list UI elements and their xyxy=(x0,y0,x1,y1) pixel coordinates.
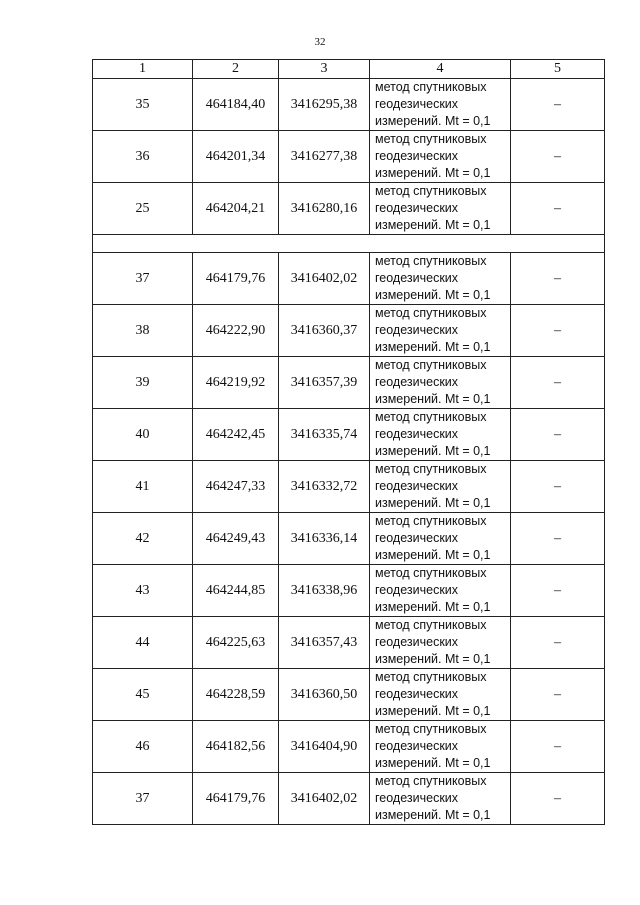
y-coordinate-cell: 3416277,38 xyxy=(279,131,370,183)
point-number-cell: 38 xyxy=(93,305,193,357)
header-col-1: 1 xyxy=(93,60,193,79)
method-text-line: геодезических xyxy=(375,531,459,545)
table-row xyxy=(93,721,605,773)
column-5-cell: – xyxy=(511,773,605,825)
y-coordinate-cell: 3416360,50 xyxy=(279,669,370,721)
method-text-line: метод спутниковых xyxy=(375,774,487,788)
table-row xyxy=(93,357,605,409)
method-text-line: геодезических xyxy=(375,635,459,649)
method-cell xyxy=(370,565,511,617)
method-text-line: метод спутниковых xyxy=(375,670,487,684)
x-coordinate-cell: 464244,85 xyxy=(193,565,279,617)
x-coordinate-cell: 464247,33 xyxy=(193,461,279,513)
x-coordinate-cell: 464184,40 xyxy=(193,79,279,131)
method-text-line: геодезических xyxy=(375,271,459,285)
method-text-line: измерений. Mt = 0,1 xyxy=(375,288,491,302)
method-cell xyxy=(370,513,511,565)
x-coordinate-cell: 464201,34 xyxy=(193,131,279,183)
method-text-line: метод спутниковых xyxy=(375,132,487,146)
point-number-cell: 37 xyxy=(93,253,193,305)
point-number-cell: 41 xyxy=(93,461,193,513)
method-cell xyxy=(370,79,511,131)
method-text-line: измерений. Mt = 0,1 xyxy=(375,652,491,666)
table-row xyxy=(93,253,605,305)
y-coordinate-cell: 3416402,02 xyxy=(279,773,370,825)
table-row xyxy=(93,79,605,131)
method-cell xyxy=(370,773,511,825)
y-coordinate-cell: 3416295,38 xyxy=(279,79,370,131)
method-text-line: измерений. Mt = 0,1 xyxy=(375,548,491,562)
point-number-cell: 42 xyxy=(93,513,193,565)
x-coordinate-cell: 464228,59 xyxy=(193,669,279,721)
point-number-cell: 44 xyxy=(93,617,193,669)
y-coordinate-cell: 3416402,02 xyxy=(279,253,370,305)
method-text-line: измерений. Mt = 0,1 xyxy=(375,218,491,232)
y-coordinate-cell: 3416360,37 xyxy=(279,305,370,357)
column-5-cell: – xyxy=(511,617,605,669)
method-cell xyxy=(370,305,511,357)
method-text-line: измерений. Mt = 0,1 xyxy=(375,704,491,718)
x-coordinate-cell: 464242,45 xyxy=(193,409,279,461)
method-cell xyxy=(370,409,511,461)
method-text-line: геодезических xyxy=(375,375,459,389)
method-text-line: измерений. Mt = 0,1 xyxy=(375,166,491,180)
table-row xyxy=(93,565,605,617)
column-5-cell: – xyxy=(511,461,605,513)
table-row xyxy=(93,669,605,721)
table-header xyxy=(93,60,605,79)
method-text-line: измерений. Mt = 0,1 xyxy=(375,114,491,128)
column-5-cell: – xyxy=(511,79,605,131)
method-text-line: метод спутниковых xyxy=(375,410,487,424)
method-text-line: геодезических xyxy=(375,149,459,163)
table-body xyxy=(93,79,605,825)
table-row xyxy=(93,513,605,565)
column-5-cell: – xyxy=(511,565,605,617)
method-text-line: измерений. Mt = 0,1 xyxy=(375,756,491,770)
point-number-cell: 43 xyxy=(93,565,193,617)
separator-cell xyxy=(93,235,605,253)
method-text-line: метод спутниковых xyxy=(375,566,487,580)
y-coordinate-cell: 3416280,16 xyxy=(279,183,370,235)
column-5-cell: – xyxy=(511,253,605,305)
method-cell xyxy=(370,617,511,669)
method-text-line: метод спутниковых xyxy=(375,306,487,320)
y-coordinate-cell: 3416357,39 xyxy=(279,357,370,409)
column-5-cell: – xyxy=(511,669,605,721)
point-number-cell: 35 xyxy=(93,79,193,131)
method-text-line: геодезических xyxy=(375,97,459,111)
header-col-4: 4 xyxy=(370,60,511,79)
column-5-cell: – xyxy=(511,357,605,409)
method-text-line: метод спутниковых xyxy=(375,462,487,476)
point-number-cell: 45 xyxy=(93,669,193,721)
method-cell xyxy=(370,131,511,183)
point-number-cell: 46 xyxy=(93,721,193,773)
y-coordinate-cell: 3416336,14 xyxy=(279,513,370,565)
method-cell xyxy=(370,357,511,409)
column-5-cell: – xyxy=(511,183,605,235)
column-5-cell: – xyxy=(511,131,605,183)
header-col-2: 2 xyxy=(193,60,279,79)
method-text-line: геодезических xyxy=(375,791,459,805)
method-text-line: измерений. Mt = 0,1 xyxy=(375,496,491,510)
method-text-line: метод спутниковых xyxy=(375,80,487,94)
y-coordinate-cell: 3416338,96 xyxy=(279,565,370,617)
point-number-cell: 37 xyxy=(93,773,193,825)
header-row xyxy=(93,60,605,79)
method-text-line: измерений. Mt = 0,1 xyxy=(375,600,491,614)
x-coordinate-cell: 464179,76 xyxy=(193,773,279,825)
x-coordinate-cell: 464249,43 xyxy=(193,513,279,565)
x-coordinate-cell: 464225,63 xyxy=(193,617,279,669)
y-coordinate-cell: 3416332,72 xyxy=(279,461,370,513)
y-coordinate-cell: 3416335,74 xyxy=(279,409,370,461)
column-5-cell: – xyxy=(511,721,605,773)
method-text-line: геодезических xyxy=(375,201,459,215)
table-row xyxy=(93,773,605,825)
method-text-line: метод спутниковых xyxy=(375,254,487,268)
column-5-cell: – xyxy=(511,305,605,357)
header-col-5: 5 xyxy=(511,60,605,79)
table-row xyxy=(93,409,605,461)
method-text-line: измерений. Mt = 0,1 xyxy=(375,392,491,406)
method-text-line: измерений. Mt = 0,1 xyxy=(375,340,491,354)
coordinates-table xyxy=(92,59,605,825)
method-cell xyxy=(370,721,511,773)
point-number-cell: 25 xyxy=(93,183,193,235)
method-text-line: геодезических xyxy=(375,479,459,493)
method-cell xyxy=(370,253,511,305)
table-row xyxy=(93,617,605,669)
method-text-line: геодезических xyxy=(375,687,459,701)
point-number-cell: 40 xyxy=(93,409,193,461)
x-coordinate-cell: 464179,76 xyxy=(193,253,279,305)
table-row xyxy=(93,461,605,513)
y-coordinate-cell: 3416404,90 xyxy=(279,721,370,773)
method-cell xyxy=(370,669,511,721)
point-number-cell: 36 xyxy=(93,131,193,183)
method-text-line: метод спутниковых xyxy=(375,514,487,528)
method-text-line: измерений. Mt = 0,1 xyxy=(375,808,491,822)
x-coordinate-cell: 464204,21 xyxy=(193,183,279,235)
method-text-line: геодезических xyxy=(375,739,459,753)
point-number-cell: 39 xyxy=(93,357,193,409)
method-text-line: метод спутниковых xyxy=(375,184,487,198)
page-number: 32 xyxy=(314,36,326,48)
header-col-3: 3 xyxy=(279,60,370,79)
x-coordinate-cell: 464219,92 xyxy=(193,357,279,409)
table-row xyxy=(93,305,605,357)
method-text-line: измерений. Mt = 0,1 xyxy=(375,444,491,458)
separator-row xyxy=(93,235,605,253)
y-coordinate-cell: 3416357,43 xyxy=(279,617,370,669)
method-text-line: метод спутниковых xyxy=(375,358,487,372)
method-text-line: метод спутниковых xyxy=(375,618,487,632)
x-coordinate-cell: 464182,56 xyxy=(193,721,279,773)
method-text-line: геодезических xyxy=(375,583,459,597)
table-row xyxy=(93,183,605,235)
x-coordinate-cell: 464222,90 xyxy=(193,305,279,357)
method-text-line: геодезических xyxy=(375,427,459,441)
table-row xyxy=(93,131,605,183)
method-cell xyxy=(370,183,511,235)
column-5-cell: – xyxy=(511,513,605,565)
method-cell xyxy=(370,461,511,513)
method-text-line: геодезических xyxy=(375,323,459,337)
method-text-line: метод спутниковых xyxy=(375,722,487,736)
column-5-cell: – xyxy=(511,409,605,461)
